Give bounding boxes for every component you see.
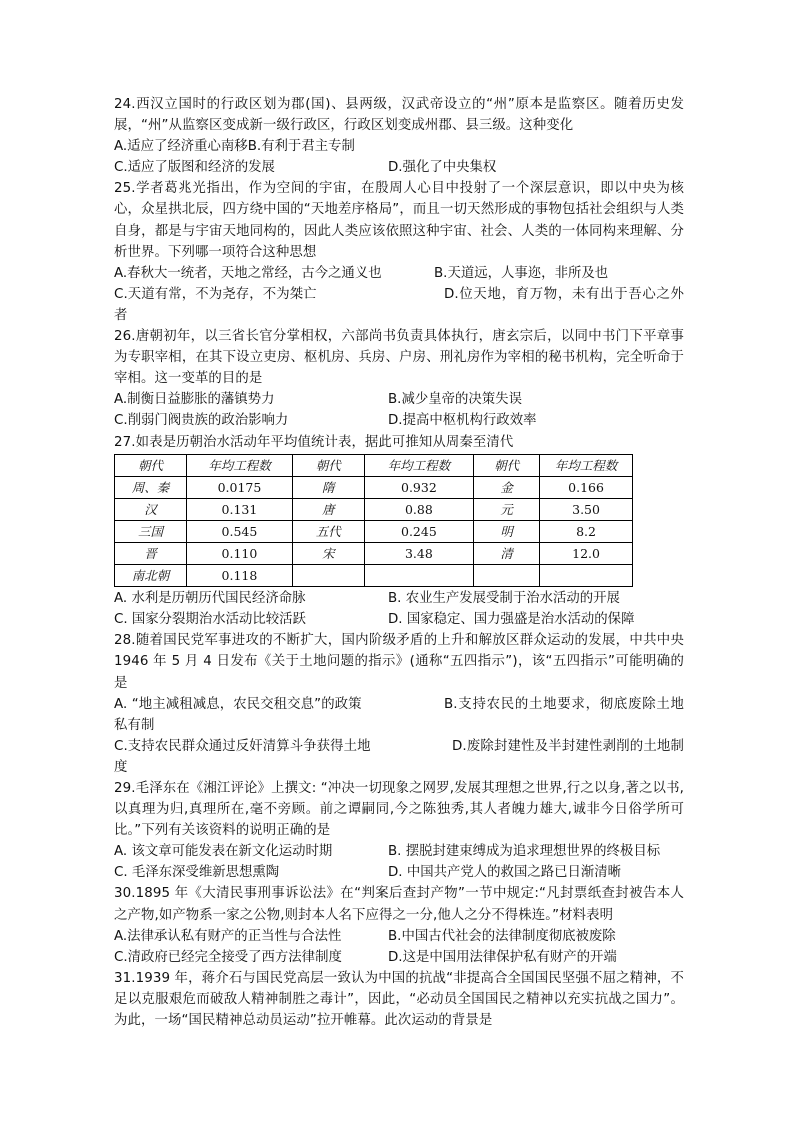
question-25-option-d: D.位天地，育万物，未有出于吾心之外者 [114, 286, 684, 323]
question-27-options-row1 [114, 588, 684, 609]
table-cell: 8.2 [540, 520, 633, 542]
question-25-option-b: B.天道远，人事迩，非所及也 [434, 265, 609, 281]
table-cell: 晋 [115, 542, 187, 564]
question-29-options-row2 [114, 862, 684, 883]
question-29-stem: 29.毛泽东在《湘江评论》上撰文: “冲决一切现象之网罗,发展其理想之世界,行之以身,著之以书,以真理为归,真理所在,毫不旁顾。前之谭嗣同,今之陈独秀,其人者魄力雄大,诚非今日俗学所可比。”下列有关该资料的说明正确的是 [114, 781, 684, 839]
question-28-option-b: B.支持农民的土地要求，彻底废除土地私有制 [114, 696, 684, 733]
question-24-option-a: A.适应了经济重心南移 [114, 139, 248, 155]
question-27-option-c: C. 国家分裂期治水活动比较活跃 [114, 612, 306, 628]
question-27-options-row2 [114, 609, 684, 630]
question-27-stem: 27.如表是历朝治水活动年平均值统计表，据此可推知从周秦至清代 [114, 434, 514, 450]
question-30-option-c: C.清政府已经完全接受了西方法律制度 [114, 949, 342, 965]
question-28-option-c: C.支持农民群众通过反奸清算斗争获得土地 [114, 738, 371, 754]
question-30-options-row1 [114, 926, 684, 947]
question-30-stem: 30.1895 年《大清民事刑事诉讼法》在“判案后查封产物”一节中规定:“凡封票纸查封被告本人之产物,如产物系一家之公物,则封本人名下应得之一分,他人之分不得株连。”材料表明 [114, 886, 684, 923]
table-cell: 清 [474, 542, 540, 564]
question-28-options-row1 [114, 694, 684, 736]
table-cell: 隋 [292, 476, 364, 498]
table-cell: 3.48 [364, 542, 474, 564]
table-cell: 宋 [292, 542, 364, 564]
question-29-option-d: D. 中国共产党人的救国之路已日渐清晰 [388, 865, 622, 881]
table-cell: 金 [474, 476, 540, 498]
table-cell [474, 565, 540, 587]
table-cell: 周、秦 [115, 476, 187, 498]
table-cell: 南北朝 [115, 565, 187, 587]
table-cell: 0.245 [364, 520, 474, 542]
table-cell: 0.545 [187, 520, 293, 542]
table-row [115, 476, 633, 498]
table-cell: 元 [474, 498, 540, 520]
table-cell: 0.166 [540, 476, 633, 498]
question-27-option-d: D. 国家稳定、国力强盛是治水活动的保障 [388, 612, 635, 628]
question-29-option-b: B. 摆脱封建束缚成为追求理想世界的终极目标 [388, 844, 661, 860]
table-header-value: 年均工程数 [364, 454, 474, 476]
question-24-option-c: C.适应了版图和经济的发展 [114, 160, 275, 176]
table-cell: 三国 [115, 520, 187, 542]
question-29-options-row1 [114, 841, 684, 862]
question-28-option-d: D.废除封建性及半封建性剥削的土地制度 [114, 738, 684, 775]
question-29-option-c: C. 毛泽东深受维新思想熏陶 [114, 865, 280, 881]
table-header-row [115, 454, 633, 476]
table-header-dynasty: 朝代 [115, 454, 187, 476]
question-27-option-a: A. 水利是历朝历代国民经济命脉 [114, 591, 306, 607]
table-cell: 明 [474, 520, 540, 542]
table-row [115, 542, 633, 564]
table-cell: 0.118 [187, 565, 293, 587]
table-cell: 0.932 [364, 476, 474, 498]
question-24-options-row1 [114, 136, 684, 157]
table-cell [540, 565, 633, 587]
table-header-value: 年均工程数 [187, 454, 293, 476]
question-25-options-row2 [114, 284, 684, 326]
table-cell [364, 565, 474, 587]
question-26-option-a: A.制衡日益膨胀的藩镇势力 [114, 392, 275, 408]
irrigation-table [114, 454, 633, 588]
question-24-options-row2 [114, 157, 684, 178]
question-27-option-b: B. 农业生产发展受制于治水活动的开展 [388, 591, 620, 607]
question-28-options-row2 [114, 736, 684, 778]
table-header-dynasty: 朝代 [292, 454, 364, 476]
table-row [115, 498, 633, 520]
question-30-options-row2 [114, 947, 684, 968]
table-header-dynasty: 朝代 [474, 454, 540, 476]
question-24-option-b: B.有利于君主专制 [247, 139, 355, 155]
question-28-option-a: A. “地主减租减息，农民交租交息”的政策 [114, 696, 362, 712]
question-28-stem: 28.随着国民党军事进攻的不断扩大，国内阶级矛盾的上升和解放区群众运动的发展，中共中央 1946 年 5 月 4 日发布《关于土地问题的指示》(通称“五四指示”)，该“五四指示”可能明确的是 [114, 633, 684, 691]
table-header-value: 年均工程数 [540, 454, 633, 476]
question-30-option-d: D.这是中国用法律保护私有财产的开端 [388, 949, 617, 965]
question-30-option-b: B.中国古代社会的法律制度彻底被废除 [388, 928, 616, 944]
question-26-options-row1 [114, 389, 684, 410]
question-25-option-c: C.天道有常，不为尧存，不为桀亡 [114, 286, 317, 302]
exam-page [114, 94, 684, 1031]
question-30-option-a: A.法律承认私有财产的正当性与合法性 [114, 928, 342, 944]
table-cell: 0.110 [187, 542, 293, 564]
table-cell: 0.88 [364, 498, 474, 520]
question-29-option-a: A. 该文章可能发表在新文化运动时期 [114, 844, 333, 860]
table-cell: 唐 [292, 498, 364, 520]
question-24-stem: 24.西汉立国时的行政区划为郡(国)、县两级，汉武帝设立的“州”原本是监察区。随着历史发展，“州”从监察区变成新一级行政区，行政区划变成州郡、县三级。这种变化 [114, 97, 684, 134]
question-26-stem: 26.唐朝初年，以三省长官分掌相权，六部尚书负责具体执行，唐玄宗后，以同中书门下平章事为专职宰相，在其下设立吏房、枢机房、兵房、户房、刑礼房作为宰相的秘书机构，完全听命于宰相。这一变革的目的是 [114, 329, 684, 387]
table-cell [292, 565, 364, 587]
question-24-option-d: D.强化了中央集权 [388, 160, 497, 176]
table-row [115, 565, 633, 587]
question-26-options-row2 [114, 410, 684, 431]
question-26-option-b: B.减少皇帝的决策失误 [388, 392, 522, 408]
table-cell: 0.131 [187, 498, 293, 520]
question-31-stem: 31.1939 年，蒋介石与国民党高层一致认为中国的抗战“非提高合全国国民坚强不屈之精神，不足以克服艰危而破敌人精神制胜之毒计”，因此，“必动员全国国民之精神以充实抗战之国力”。为此，一场“国民精神总动员运动”拉开帷幕。此次运动的背景是 [114, 970, 684, 1029]
table-cell: 汉 [115, 498, 187, 520]
question-25-option-a: A.春秋大一统者，天地之常经，古今之通义也 [114, 265, 382, 281]
question-26-option-d: D.提高中枢机构行政效率 [388, 413, 537, 429]
table-cell: 12.0 [540, 542, 633, 564]
table-cell: 五代 [292, 520, 364, 542]
question-25-stem: 25.学者葛兆光指出，作为空间的宇宙，在殷周人心目中投射了一个深层意识，即以中央为核心，众星拱北辰，四方绕中国的“天地差序格局”，而且一切天然形成的事物包括社会组织与人类自身，都是与宇宙天地同构的，因此人类应该依照这种宇宙、社会、人类的一体同构来理解、分析世界。下列哪一项符合这种思想 [114, 181, 684, 260]
table-row [115, 520, 633, 542]
question-25-options-row1 [114, 263, 684, 284]
table-cell: 3.50 [540, 498, 633, 520]
table-cell: 0.0175 [187, 476, 293, 498]
question-26-option-c: C.削弱门阀贵族的政治影响力 [114, 413, 289, 429]
